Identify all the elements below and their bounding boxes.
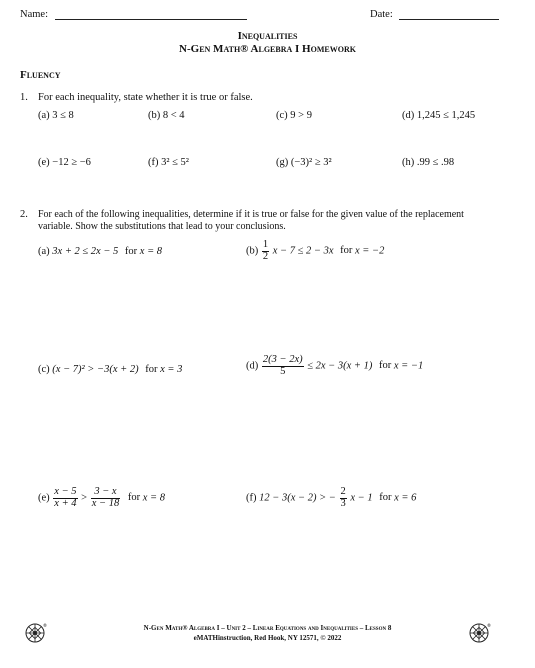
name-field [20,9,247,20]
q2-f-for: for [379,492,392,504]
q2-e-for: for [127,492,141,504]
date-label: Date: [370,9,393,20]
q2-a-cond: x = 8 [139,246,163,257]
q2-e-cond: x = 8 [142,492,165,504]
question-1-number: 1. [20,92,28,103]
q1-item-g [276,157,332,168]
q2-e-operator: > [81,492,88,504]
q2-e-frac1-numerator: x − 5 [54,486,77,497]
svg-text:®: ® [43,623,47,628]
q2-d-fraction [262,355,304,377]
q2-b-fraction [262,240,269,262]
q2-b-cond: x = −2 [355,245,385,257]
q2-e-fraction-1 [53,487,77,509]
q2-e-fraction-2 [91,487,121,509]
q2-f-label: (f) [246,492,257,504]
q2-e-label: (e) [38,492,50,504]
name-label: Name: [20,9,48,20]
q2-part-c [38,364,182,375]
q2-b-expr: x − 7 ≤ 2 − 3x [272,245,334,257]
q1-item-c [276,110,312,121]
svg-text:®: ® [487,623,491,628]
section-heading: Fluency [20,69,61,81]
q2-f-frac-denominator: 3 [340,497,346,509]
q2-b-label: (b) [246,245,259,257]
q2-f-cond: x = 6 [394,492,417,504]
question-1-prompt: For each inequality, state whether it is true or false. [38,92,253,103]
q2-part-d [246,355,423,377]
q2-d-expr: ≤ 2x − 3(x + 1) [307,360,373,372]
q2-part-b [246,240,384,262]
q1-item-a-expr: 3 ≤ 8 [52,110,74,121]
q2-a-for: for [124,246,138,257]
worksheet-subtitle: N-Gen Math® Algebra I Homework [179,43,356,55]
q1-item-h-label: (h) [402,157,415,168]
q2-c-for: for [145,364,158,375]
q2-c-cond: x = 3 [160,364,183,375]
q2-d-for: for [379,360,392,372]
q1-item-f [148,157,189,168]
question-2-prompt-line2: variable. Show the substitutions that lead to your conclusions. [38,221,286,232]
q2-c-expr: (x − 7)² > −3(x + 2) [52,364,139,375]
q1-item-e-label: (e) [38,157,50,168]
q2-c-label: (c) [38,364,50,375]
date-blank-line[interactable] [399,19,499,20]
q1-item-g-expr: (−3)² ≥ 3² [290,157,332,168]
date-field [370,9,499,20]
q2-part-a [38,246,162,257]
footer-publisher-line: eMATHinstruction, Red Hook, NY 12571, © 2022 [193,634,342,642]
q2-f-expr-pre: 12 − 3(x − 2) > − [259,492,336,504]
q2-d-frac-denominator: 5 [280,365,286,377]
q2-f-expr-post: x − 1 [350,492,373,504]
q2-b-frac-numerator: 1 [262,239,269,250]
footer-course-line: N-Gen Math® Algebra I – Unit 2 – Linear Equations and Inequalities – Lesson 8 [143,624,392,632]
q2-d-frac-numerator: 2(3 − 2x) [262,354,303,365]
q2-a-expr: 3x + 2 ≤ 2x − 5 [52,246,119,257]
q2-e-frac1-denominator: x + 4 [54,497,77,509]
q1-item-h [402,157,454,168]
q2-d-label: (d) [246,360,259,372]
q1-item-e-expr: −12 ≥ −6 [52,157,91,168]
q1-item-a-label: (a) [38,110,50,121]
q2-f-frac-numerator: 2 [340,486,346,497]
name-blank-line[interactable] [55,19,247,20]
q2-b-frac-denominator: 2 [262,250,269,262]
q2-a-label: (a) [38,246,50,257]
q2-part-e [38,487,165,509]
question-2-number: 2. [20,209,28,220]
q1-item-e [38,157,91,168]
q1-item-h-expr: .99 ≤ .98 [416,157,455,168]
q1-item-g-label: (g) [276,157,289,168]
q1-item-b-label: (b) [148,110,161,121]
q1-item-d-expr: 1,245 ≤ 1,245 [416,110,476,121]
q2-d-cond: x = −1 [393,360,424,372]
q1-item-f-expr: 3² ≤ 5² [161,157,189,168]
q1-item-b [148,110,185,121]
q1-item-b-expr: 8 < 4 [162,110,185,121]
q2-e-frac2-numerator: 3 − x [91,487,121,499]
q1-item-c-expr: 9 > 9 [290,110,312,121]
worksheet-title: Inequalities [237,30,298,42]
question-2-prompt-line1: For each of the following inequalities, determine if it is true or false for the given value of the replacement [38,209,464,220]
q1-item-f-label: (f) [148,157,159,168]
q1-item-d [402,110,475,121]
q2-part-f [246,487,416,509]
q1-item-d-label: (d) [402,110,415,121]
q2-e-frac2-denominator: x − 18 [91,497,120,509]
q2-b-for: for [340,245,353,257]
q1-item-c-label: (c) [276,110,288,121]
q2-f-fraction [340,487,347,509]
q1-item-a [38,110,74,121]
